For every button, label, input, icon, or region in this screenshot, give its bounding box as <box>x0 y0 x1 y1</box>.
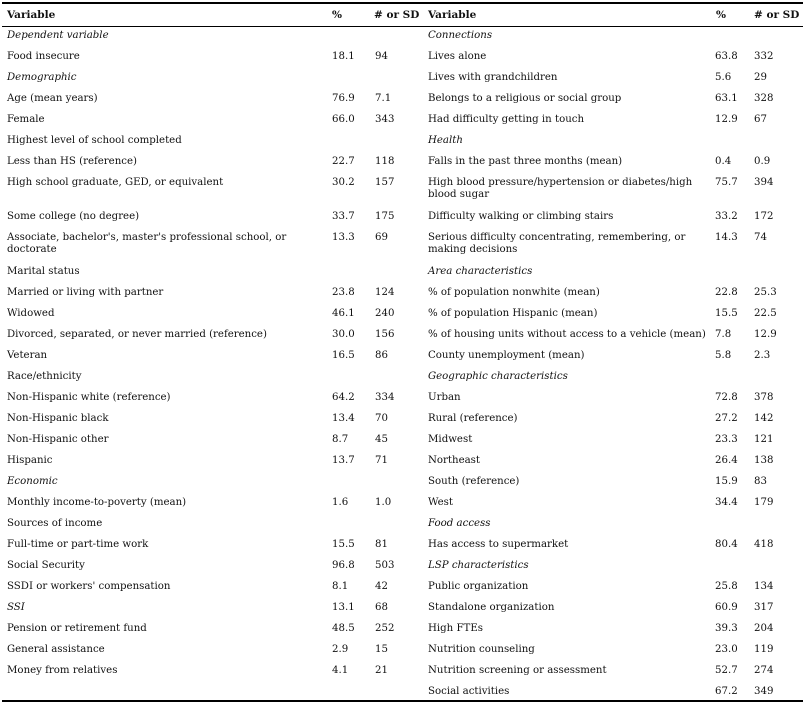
count-sd-cell: 156 <box>375 329 395 340</box>
variable-label: Pension or retirement fund <box>7 623 147 634</box>
table-row <box>2 539 803 561</box>
percent-cell: 75.7 <box>715 177 738 188</box>
table-row <box>2 581 803 603</box>
variable-label: Public organization <box>428 581 529 592</box>
percent-cell: 5.8 <box>715 350 732 361</box>
variable-label: Rural (reference) <box>428 413 518 424</box>
count-sd-cell: 172 <box>754 211 774 222</box>
section-heading: Dependent variable <box>7 30 109 41</box>
count-sd-cell: 22.5 <box>754 308 777 319</box>
count-sd-cell: 418 <box>754 539 774 550</box>
variable-label: High blood pressure/hypertension or diabetes/high blood sugar <box>428 177 693 200</box>
percent-cell: 12.9 <box>715 114 738 125</box>
header-pct-right: % <box>716 9 726 21</box>
table-row <box>2 413 803 435</box>
percent-cell: 23.0 <box>715 644 738 655</box>
count-sd-cell: 118 <box>375 156 395 167</box>
variable-label: Some college (no degree) <box>7 211 140 222</box>
count-sd-cell: 503 <box>375 560 395 571</box>
count-sd-cell: 7.1 <box>375 93 392 104</box>
variable-label: Less than HS (reference) <box>7 156 137 167</box>
variable-label: General assistance <box>7 644 105 655</box>
variable-label: Standalone organization <box>428 602 555 613</box>
percent-cell: 64.2 <box>332 392 355 403</box>
percent-cell: 7.8 <box>715 329 732 340</box>
table-row <box>2 371 803 393</box>
count-sd-cell: 67 <box>754 114 767 125</box>
variable-label: Race/ethnicity <box>7 371 82 382</box>
percent-cell: 1.6 <box>332 497 349 508</box>
count-sd-cell: 179 <box>754 497 774 508</box>
count-sd-cell: 328 <box>754 93 774 104</box>
section-heading: LSP characteristics <box>428 560 529 571</box>
count-sd-cell: 175 <box>375 211 395 222</box>
table-row <box>2 308 803 330</box>
count-sd-cell: 12.9 <box>754 329 777 340</box>
table-row <box>2 232 803 254</box>
variable-label: Widowed <box>7 308 55 319</box>
variable-label: Belongs to a religious or social group <box>428 93 622 104</box>
percent-cell: 23.3 <box>715 434 738 445</box>
header-num-left: # or SD <box>374 9 420 21</box>
count-sd-cell: 349 <box>754 686 774 697</box>
count-sd-cell: 86 <box>375 350 388 361</box>
count-sd-cell: 81 <box>375 539 388 550</box>
count-sd-cell: 15 <box>375 644 388 655</box>
percent-cell: 5.6 <box>715 72 732 83</box>
count-sd-cell: 124 <box>375 287 395 298</box>
count-sd-cell: 94 <box>375 51 388 62</box>
percent-cell: 0.4 <box>715 156 732 167</box>
variable-label: % of population nonwhite (mean) <box>428 287 600 298</box>
table-row <box>2 287 803 309</box>
count-sd-cell: 332 <box>754 51 774 62</box>
table-row <box>2 72 803 94</box>
section-heading: Area characteristics <box>428 266 533 277</box>
percent-cell: 33.7 <box>332 211 355 222</box>
percent-cell: 4.1 <box>332 665 349 676</box>
percent-cell: 15.5 <box>332 539 355 550</box>
percent-cell: 63.1 <box>715 93 738 104</box>
variable-label: Age (mean years) <box>7 93 98 104</box>
table-row <box>2 602 803 624</box>
variable-label: Non-Hispanic other <box>7 434 109 445</box>
count-sd-cell: 69 <box>375 232 388 243</box>
variable-label: Sources of income <box>7 518 103 529</box>
percent-cell: 66.0 <box>332 114 355 125</box>
header-num-right: # or SD <box>754 9 800 21</box>
table-row <box>2 644 803 666</box>
count-sd-cell: 68 <box>375 602 388 613</box>
data-table <box>2 2 803 702</box>
percent-cell: 15.5 <box>715 308 738 319</box>
section-heading: Food access <box>428 518 491 529</box>
variable-label: Had difficulty getting in touch <box>428 114 585 125</box>
percent-cell: 67.2 <box>715 686 738 697</box>
percent-cell: 39.3 <box>715 623 738 634</box>
percent-cell: 63.8 <box>715 51 738 62</box>
table-row <box>2 392 803 414</box>
table-row <box>2 30 803 52</box>
variable-label: Has access to supermarket <box>428 539 569 550</box>
percent-cell: 96.8 <box>332 560 355 571</box>
variable-label: Full-time or part-time work <box>7 539 149 550</box>
count-sd-cell: 2.3 <box>754 350 771 361</box>
variable-label: County unemployment (mean) <box>428 350 585 361</box>
count-sd-cell: 70 <box>375 413 388 424</box>
percent-cell: 18.1 <box>332 51 355 62</box>
percent-cell: 30.2 <box>332 177 355 188</box>
count-sd-cell: 121 <box>754 434 774 445</box>
variable-label: Marital status <box>7 266 80 277</box>
variable-label: Serious difficulty concentrating, remembering, or making decisions <box>428 232 686 255</box>
table-row <box>2 665 803 687</box>
table-row <box>2 329 803 351</box>
variable-label: High school graduate, GED, or equivalent <box>7 177 224 188</box>
variable-label: Non-Hispanic black <box>7 413 109 424</box>
count-sd-cell: 378 <box>754 392 774 403</box>
count-sd-cell: 1.0 <box>375 497 392 508</box>
section-heading: Economic <box>7 476 58 487</box>
percent-cell: 25.8 <box>715 581 738 592</box>
variable-label: Nutrition counseling <box>428 644 535 655</box>
percent-cell: 48.5 <box>332 623 355 634</box>
table-row <box>2 156 803 178</box>
percent-cell: 34.4 <box>715 497 738 508</box>
count-sd-cell: 0.9 <box>754 156 771 167</box>
percent-cell: 13.7 <box>332 455 355 466</box>
percent-cell: 16.5 <box>332 350 355 361</box>
percent-cell: 13.3 <box>332 232 355 243</box>
count-sd-cell: 83 <box>754 476 767 487</box>
count-sd-cell: 204 <box>754 623 774 634</box>
table-row <box>2 114 803 136</box>
section-heading: SSI <box>7 602 25 613</box>
percent-cell: 80.4 <box>715 539 738 550</box>
percent-cell: 30.0 <box>332 329 355 340</box>
percent-cell: 8.7 <box>332 434 349 445</box>
variable-label: Non-Hispanic white (reference) <box>7 392 171 403</box>
table-row <box>2 455 803 477</box>
header-pct-left: % <box>332 9 342 21</box>
variable-label: Married or living with partner <box>7 287 164 298</box>
percent-cell: 14.3 <box>715 232 738 243</box>
variable-label: Difficulty walking or climbing stairs <box>428 211 614 222</box>
section-heading: Demographic <box>7 72 77 83</box>
variable-label: Northeast <box>428 455 480 466</box>
percent-cell: 76.9 <box>332 93 355 104</box>
variable-label: Falls in the past three months (mean) <box>428 156 623 167</box>
percent-cell: 13.1 <box>332 602 355 613</box>
variable-label: Female <box>7 114 45 125</box>
table-row <box>2 497 803 519</box>
variable-label: High FTEs <box>428 623 483 634</box>
table-row <box>2 350 803 372</box>
count-sd-cell: 142 <box>754 413 774 424</box>
variable-label: Veteran <box>7 350 48 361</box>
table-row <box>2 135 803 157</box>
variable-label: Lives alone <box>428 51 487 62</box>
count-sd-cell: 317 <box>754 602 774 613</box>
count-sd-cell: 334 <box>375 392 395 403</box>
table-row <box>2 518 803 540</box>
count-sd-cell: 42 <box>375 581 388 592</box>
percent-cell: 46.1 <box>332 308 355 319</box>
section-heading: Health <box>428 135 463 146</box>
count-sd-cell: 119 <box>754 644 774 655</box>
percent-cell: 33.2 <box>715 211 738 222</box>
percent-cell: 60.9 <box>715 602 738 613</box>
variable-label: West <box>428 497 453 508</box>
count-sd-cell: 134 <box>754 581 774 592</box>
header-variable-right: Variable <box>428 9 477 21</box>
count-sd-cell: 274 <box>754 665 774 676</box>
table-row <box>2 623 803 645</box>
section-heading: Geographic characteristics <box>428 371 568 382</box>
variable-label: Hispanic <box>7 455 53 466</box>
count-sd-cell: 252 <box>375 623 395 634</box>
count-sd-cell: 45 <box>375 434 388 445</box>
table-row <box>2 266 803 288</box>
percent-cell: 13.4 <box>332 413 355 424</box>
variable-label: SSDI or workers' compensation <box>7 581 171 592</box>
count-sd-cell: 21 <box>375 665 388 676</box>
percent-cell: 2.9 <box>332 644 349 655</box>
table-row <box>2 177 803 199</box>
count-sd-cell: 343 <box>375 114 395 125</box>
variable-label: Social activities <box>428 686 510 697</box>
percent-cell: 72.8 <box>715 392 738 403</box>
variable-label: South (reference) <box>428 476 520 487</box>
percent-cell: 27.2 <box>715 413 738 424</box>
percent-cell: 8.1 <box>332 581 349 592</box>
table-row <box>2 560 803 582</box>
variable-label: Divorced, separated, or never married (reference) <box>7 329 267 340</box>
percent-cell: 22.7 <box>332 156 355 167</box>
variable-label: Food insecure <box>7 51 80 62</box>
header-variable-left: Variable <box>7 9 56 21</box>
percent-cell: 15.9 <box>715 476 738 487</box>
variable-label: Social Security <box>7 560 85 571</box>
table-header <box>2 4 803 27</box>
variable-label: Midwest <box>428 434 473 445</box>
count-sd-cell: 240 <box>375 308 395 319</box>
percent-cell: 52.7 <box>715 665 738 676</box>
table-row <box>2 211 803 233</box>
variable-label: Associate, bachelor's, master's professional school, or doctorate <box>7 232 287 255</box>
count-sd-cell: 25.3 <box>754 287 777 298</box>
count-sd-cell: 157 <box>375 177 395 188</box>
table-row <box>2 93 803 115</box>
count-sd-cell: 394 <box>754 177 774 188</box>
variable-label: Money from relatives <box>7 665 118 676</box>
table-row <box>2 51 803 73</box>
variable-label: Urban <box>428 392 461 403</box>
count-sd-cell: 71 <box>375 455 388 466</box>
percent-cell: 22.8 <box>715 287 738 298</box>
variable-label: Monthly income-to-poverty (mean) <box>7 497 187 508</box>
percent-cell: 23.8 <box>332 287 355 298</box>
variable-label: Lives with grandchildren <box>428 72 558 83</box>
variable-label: % of housing units without access to a vehicle (mean) <box>428 329 706 340</box>
count-sd-cell: 74 <box>754 232 767 243</box>
percent-cell: 26.4 <box>715 455 738 466</box>
section-heading: Connections <box>428 30 493 41</box>
variable-label: Nutrition screening or assessment <box>428 665 607 676</box>
variable-label: Highest level of school completed <box>7 135 182 146</box>
variable-label: % of population Hispanic (mean) <box>428 308 598 319</box>
count-sd-cell: 29 <box>754 72 767 83</box>
count-sd-cell: 138 <box>754 455 774 466</box>
table-row <box>2 434 803 456</box>
table-row <box>2 476 803 498</box>
